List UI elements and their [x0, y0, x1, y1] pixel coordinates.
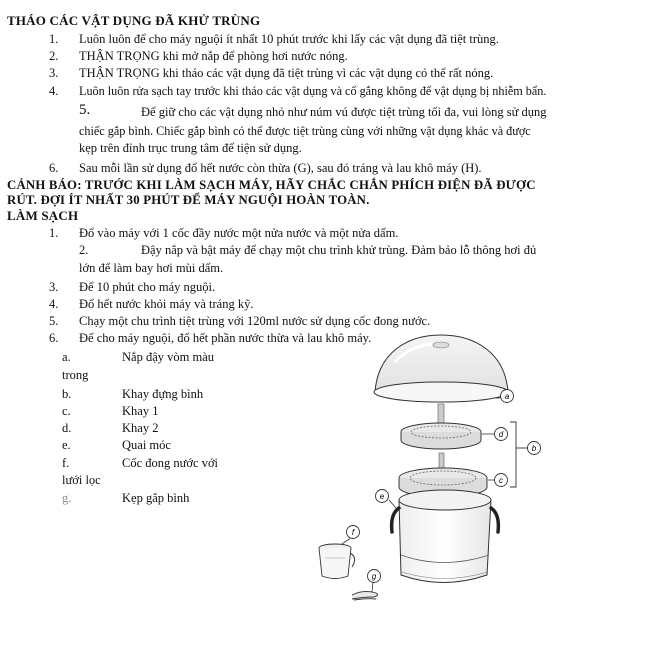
step-number: 3.	[49, 280, 59, 294]
callout-label-c: c	[499, 476, 503, 485]
bottle-tongs	[352, 591, 378, 600]
step-text: Để 10 phút cho máy nguội.	[79, 280, 216, 294]
part-letter: g.	[62, 491, 72, 505]
callout-label-d: d	[498, 430, 504, 439]
tray-2	[401, 423, 481, 449]
part-name: Kẹp gắp bình	[122, 491, 190, 505]
step-text: Chạy một chu trình tiệt trùng với 120ml nước sử dụng cốc đong nước.	[79, 314, 431, 328]
step-text: Để giữ cho các vật dụng nhỏ như núm vú được tiệt trùng tối đa, vui lòng sử dụng	[141, 105, 547, 119]
step-number: 6.	[49, 331, 59, 345]
part-name-cont: trong	[62, 368, 89, 382]
part-name: Cốc đong nước với	[122, 456, 219, 470]
dome-lid	[374, 335, 508, 402]
step-number: 1.	[49, 226, 59, 240]
step-text: Luôn luôn để cho máy nguội ít nhất 10 phút trước khi lấy các vật dụng đã tiệt trùng.	[79, 32, 499, 46]
part-letter: a.	[62, 350, 71, 364]
section-heading-cleaning: LÀM SẠCH	[7, 208, 79, 223]
step-number: 6.	[49, 161, 59, 175]
step-number: 5.	[49, 314, 59, 328]
step-text: Để cho máy nguội, đổ hết phần nước thừa và lau khô máy.	[79, 331, 372, 345]
step-number: 4.	[49, 297, 59, 311]
step-number: 5.	[79, 102, 91, 118]
measuring-cup	[319, 544, 355, 579]
part-letter: e.	[62, 438, 71, 452]
leader-line	[389, 500, 396, 508]
callout-label-f: f	[351, 528, 355, 537]
step-text: Đậy nắp và bật máy để chạy một chu trình khử trùng. Đảm bảo lỗ thông hơi đủ	[141, 243, 537, 257]
part-letter: f.	[62, 456, 70, 470]
step-text: Luôn luôn rửa sạch tay trước khi tháo các vật dụng và cố gắng không để vật dụng bị nhiễm bẩn.	[79, 84, 547, 98]
part-name: Khay đựng bình	[122, 387, 204, 401]
step-text: kẹp trên đỉnh trục trung tâm để tiện sử dụng.	[79, 141, 302, 155]
step-text: lớn để làm bay hơi mùi dấm.	[79, 261, 224, 275]
step-number: 4.	[49, 84, 59, 98]
callout-label-a: a	[504, 392, 510, 401]
step-number: 3.	[49, 66, 59, 80]
callout-label-e: e	[379, 492, 385, 501]
part-letter: d.	[62, 421, 72, 435]
step-text: Đổ vào máy với 1 cốc đầy nước một nửa nước và một nửa dấm.	[79, 226, 399, 240]
step-text: Sau mỗi lần sử dụng đổ hết nước còn thừa (G), sau đó tráng và lau khô máy (H).	[79, 161, 482, 175]
step-text: THẬN TRỌNG khi mở nắp để phòng hơi nước nóng.	[79, 49, 348, 63]
part-name-cont: lưới lọc	[62, 473, 101, 487]
warning-line-1: CẢNH BÁO: TRƯỚC KHI LÀM SẠCH MÁY, HÃY CHẮC CHẮN PHÍCH ĐIỆN ĐÃ ĐƯỢC	[7, 178, 536, 192]
callout-label-g: g	[371, 572, 377, 581]
step-text: THẬN TRỌNG khi tháo các vật dụng đã tiệt trùng vì các vật dụng có thể rất nóng.	[79, 66, 494, 80]
warning-line-2: RÚT. ĐỢI ÍT NHẤT 30 PHÚT ĐỂ MÁY NGUỘI HOÀN TOÀN.	[7, 193, 370, 207]
part-name: Khay 2	[122, 421, 159, 435]
step-number: 2.	[79, 243, 89, 257]
part-letter: b.	[62, 387, 72, 401]
step-text: chiếc gắp bình. Chiếc gắp bình có thể được tiệt trùng cùng với những vật dụng khác và được	[79, 124, 531, 138]
step-number: 2.	[49, 49, 59, 63]
part-name: Quai móc	[122, 438, 171, 452]
tray-group-bracket	[510, 422, 516, 487]
callout-label-b: b	[531, 444, 537, 453]
part-name: Nắp đậy vòm màu	[122, 350, 214, 364]
step-text: Đổ hết nước khỏi máy và tráng kỹ.	[79, 297, 254, 311]
part-letter: c.	[62, 404, 71, 418]
part-name: Khay 1	[122, 404, 159, 418]
section-heading-remove: THÁO CÁC VẬT DỤNG ĐÃ KHỬ TRÙNG	[7, 13, 261, 28]
step-number: 1.	[49, 32, 59, 46]
base-body	[392, 490, 499, 583]
leader-line	[372, 582, 373, 592]
